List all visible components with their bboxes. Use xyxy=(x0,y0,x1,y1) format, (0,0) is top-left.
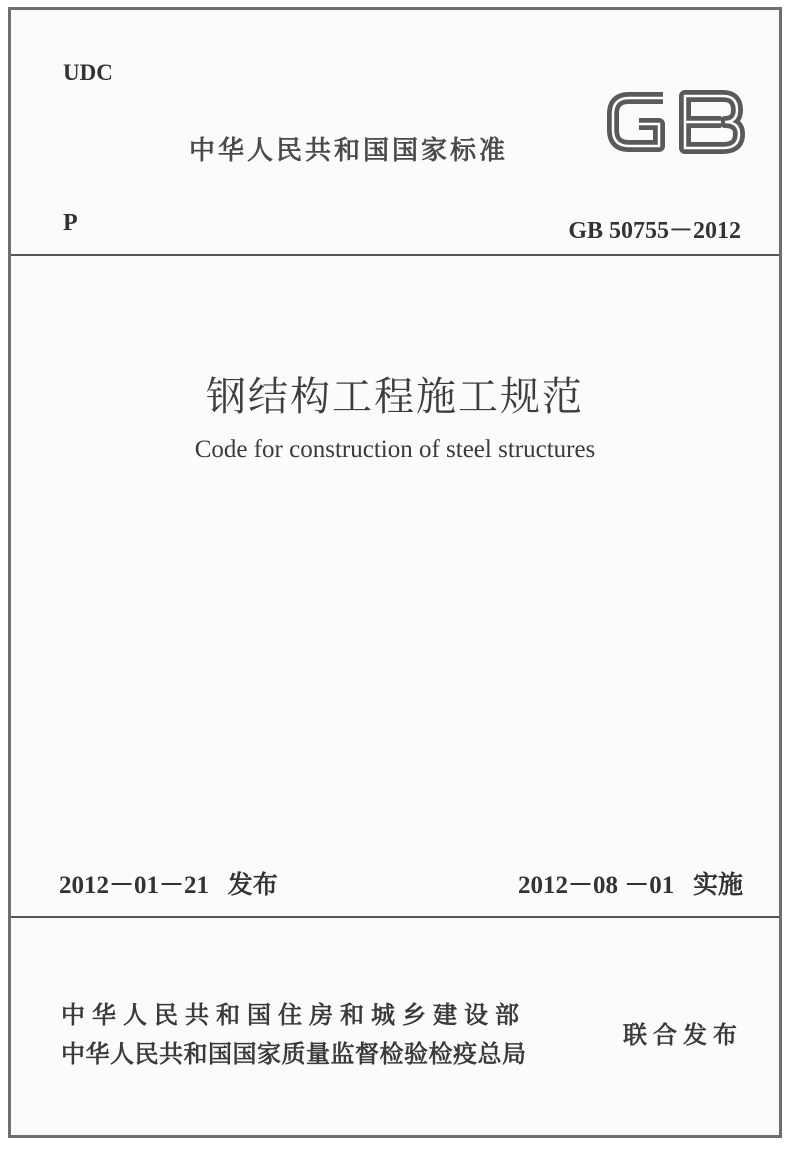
implement-date: 2012－08 －01 xyxy=(517,872,675,899)
publish-date-line xyxy=(59,865,278,901)
national-standard-heading: 中华人民共和国国家标准 xyxy=(189,136,509,166)
publish-label: 发布 xyxy=(227,872,278,899)
classification-label: P xyxy=(63,210,78,236)
title-english: Code for construction of steel structures xyxy=(194,436,596,463)
divider-top xyxy=(11,254,779,256)
gb-logo xyxy=(601,82,749,162)
publish-date: 2012－01－21 xyxy=(59,872,210,899)
implement-label: 实施 xyxy=(692,872,743,899)
standard-cover xyxy=(8,7,782,1138)
issuer-ministry-housing: 中华人民共和国住房和城乡建设部 xyxy=(61,1001,526,1029)
standard-code: GB 50755－2012 xyxy=(568,218,741,244)
udc-label: UDC xyxy=(63,60,113,85)
title-chinese: 钢结构工程施工规范 xyxy=(206,374,584,420)
gb-logo-icon xyxy=(601,82,749,162)
joint-issue-label: 联合发布 xyxy=(623,1021,743,1049)
issuer-quality-inspection: 中华人民共和国国家质量监督检验检疫总局 xyxy=(61,1040,527,1068)
divider-bottom xyxy=(11,916,779,918)
implement-date-line xyxy=(518,865,743,901)
